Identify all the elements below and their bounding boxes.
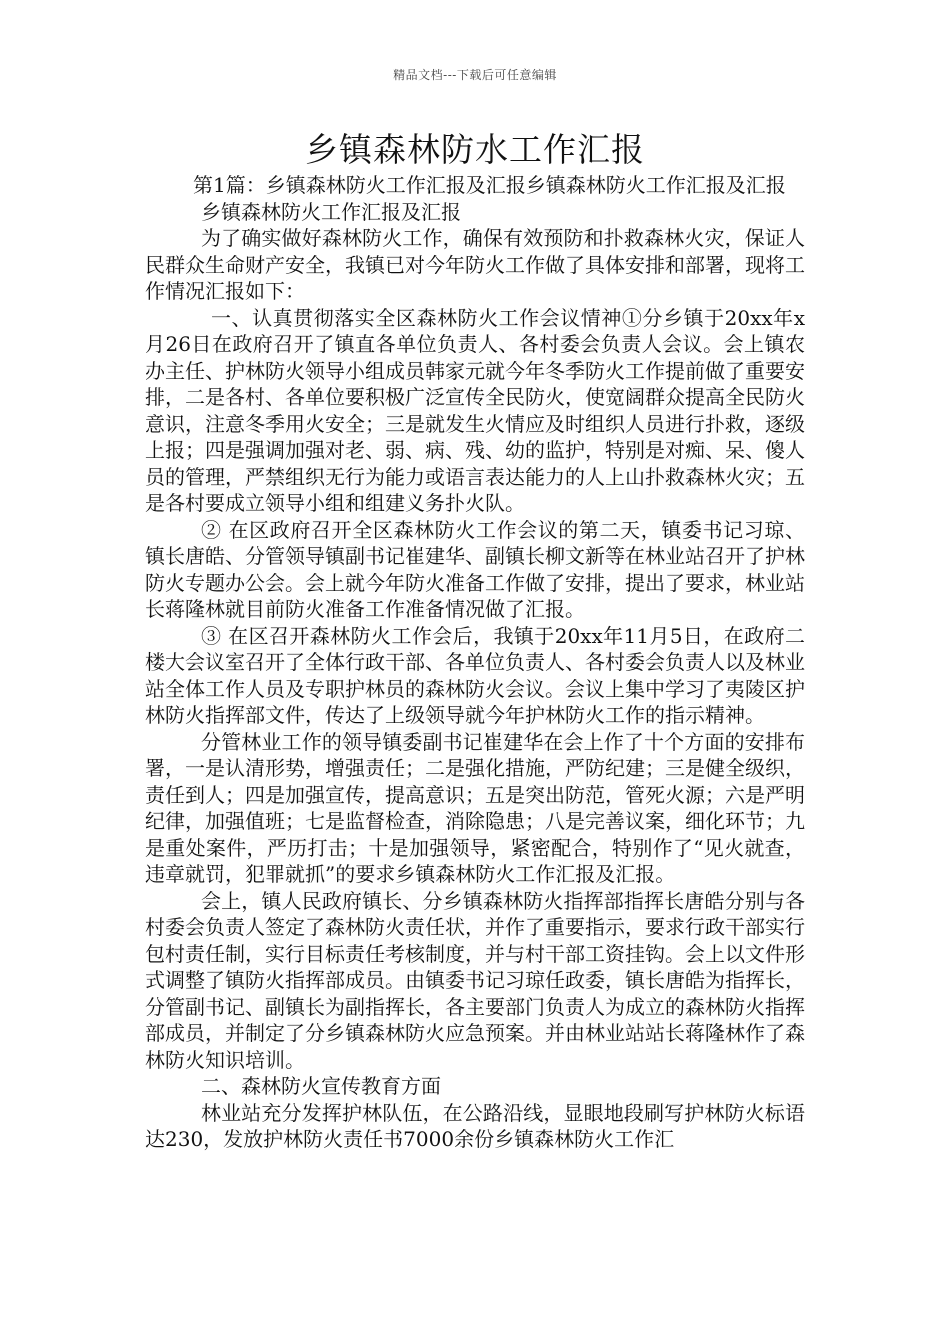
paragraph-subtitle: 乡镇森林防火工作汇报及汇报 [201, 199, 461, 224]
paragraph-section-2-heading: 二、森林防火宣传教育方面 [201, 1074, 441, 1098]
paragraph-part-heading: 第1篇：乡镇森林防火工作汇报及汇报乡镇森林防火工作汇报及汇报 [193, 173, 786, 197]
paragraph-publicity: 林业站充分发挥护林队伍，在公路沿线，显眼地段刷写护林防火标语达230，发放护林防火责任书7000余份乡镇森林防火工作汇 [145, 1100, 805, 1151]
document-title: 乡镇森林防水工作汇报 [305, 130, 645, 169]
paragraph-item-2: ② 在区政府召开全区森林防火工作会议的第二天，镇委书记习琼、镇长唐皓、分管领导镇副书记崔建华、副镇长柳文新等在林业站召开了护林防火专题办公会。会上就今年防火准备工作做了安排，提出了要求，林业站长蒋隆林就目前防火准备工作准备情况做了汇报。 [145, 517, 805, 621]
document-body [145, 172, 805, 1153]
paragraph-ten-aspects: 分管林业工作的领导镇委副书记崔建华在会上作了十个方面的安排布署，一是认清形势，增强责任；二是强化措施，严防纪建；三是健全级织，责任到人；四是加强宣传，提高意识；五是突出防范，管死火源；六是严明纪律，加强值班；七是监督检查，消除隐患；八是完善议案，细化环节；九是重处案件，严历打击；十是加强领导，紧密配合，特别作了“见火就查，违章就罚，犯罪就抓”的要求乡镇森林防火工作汇报及汇报。 [145, 729, 805, 886]
paragraph-section-1: 一、认真贯彻落实全区森林防火工作会议情神①分乡镇于20xx年x月26日在政府召开了镇直各单位负责人、各村委会负责人会议。会上镇农办主任、护林防火领导小组成员韩家元就今年冬季防火工作提前做了重要安排，二是各村、各单位要积极广泛宣传全民防火，使宽阔群众提高全民防火意识，注意冬季用火安全；三是就发生火情应及时组织人员进行扑救，逐级上报；四是强调加强对老、弱、病、残、幼的监护，特别是对痴、呆、傻人员的管理，严禁组织无行为能力或语言表达能力的人上山扑救森林火灾；五是各村要成立领导小组和组建义务扑火队。 [145, 305, 805, 515]
paragraph-intro: 为了确实做好森林防火工作，确保有效预防和扑救森林火灾，保证人民群众生命财产安全，我镇已对今年防火工作做了具体安排和部署，现将工作情况汇报如下： [145, 226, 805, 303]
paragraph-meeting: 会上，镇人民政府镇长、分乡镇森林防火指挥部指挥长唐皓分别与各村委会负责人签定了森林防火责任状，并作了重要指示，要求行政干部实行包村责任制，实行目标责任考核制度，并与村干部工资挂钩。会上以文件形式调整了镇防火指挥部成员。由镇委书记习琼任政委，镇长唐皓为指挥长，分管副书记、副镇长为副指挥长，各主要部门负责人为成立的森林防火指挥部成员，并制定了分乡镇森林防火应急预案。并由林业站站长蒋隆林作了森林防火知识培训。 [145, 888, 805, 1072]
paragraph-item-3: ③ 在区召开森林防火工作会后，我镇于20xx年11月5日，在政府二楼大会议室召开了全体行政干部、各单位负责人、各村委会负责人以及林业站全体工作人员及专职护林员的森林防火会议。会议上集中学习了夷陵区护林防火指挥部文件，传达了上级领导就今年护林防火工作的指示精神。 [145, 623, 805, 727]
header-note: 精品文档---下载后可任意编辑 [393, 68, 557, 82]
